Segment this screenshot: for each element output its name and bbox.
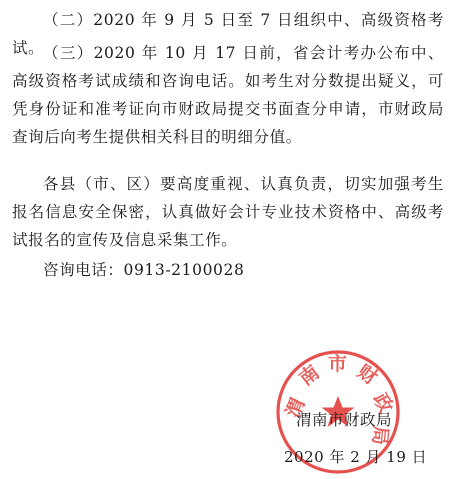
svg-text:南: 南: [295, 361, 324, 391]
paragraph-results-release: （三）2020 年 10 月 17 日前，省会计考办公布中、高级资格考试成绩和咨询电话。如考生对分数提出疑义，可凭身份证和准考证向市财政局提交书面查分申请，市财政局查询后向考生提供相关科目的明细分值。: [12, 44, 444, 146]
svg-text:财: 财: [353, 360, 382, 390]
paragraph-county-requirements: 各县（市、区）要高度重视、认真负责，切实加强考生报名信息安全保密，认真做好会计专业技术资格中、高级考试报名的宣传及信息采集工作。: [12, 175, 444, 249]
paragraph-exam-dates: （二）2020 年 9 月 5 日至 7 日组织中、高级资格考试。: [12, 11, 444, 57]
svg-text:政: 政: [368, 389, 397, 417]
svg-text:渭: 渭: [281, 394, 310, 421]
svg-text:市: 市: [328, 353, 348, 375]
signature-date: 2020 年 2 月 19 日: [284, 448, 428, 466]
signature-organization: 渭南市财政局: [296, 411, 393, 429]
paragraph-contact-phone: 咨询电话：0913-2100028: [43, 261, 245, 279]
svg-text:局: 局: [368, 425, 392, 446]
